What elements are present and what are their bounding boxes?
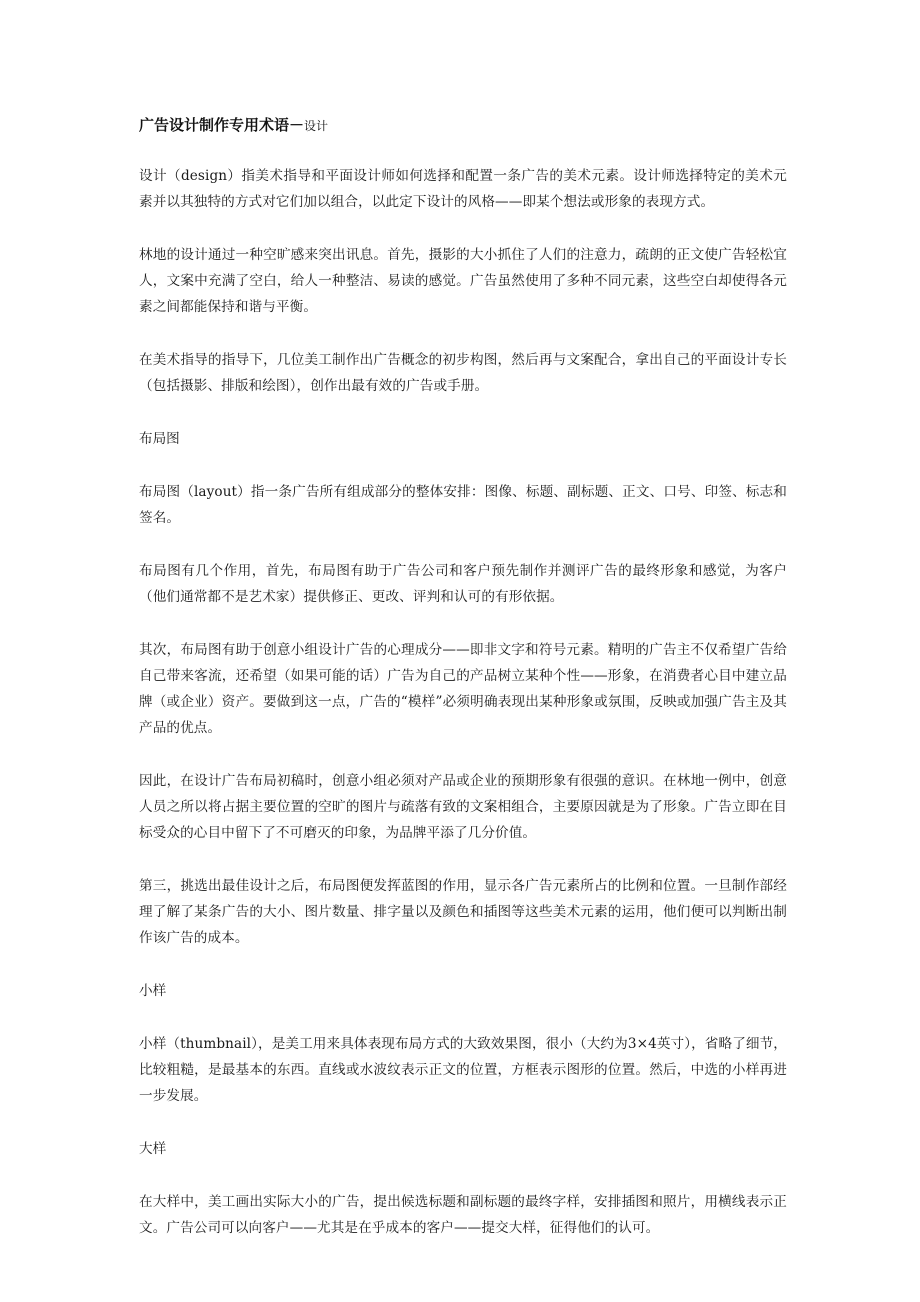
page-title-suffix: 设计 [304,119,329,133]
page-title-main: 广告设计制作专用术语－ [139,116,305,134]
document-page [139,112,787,1268]
paragraph-woodland-design: 林地的设计通过一种空旷感来突出讯息。首先，摄影的大小抓住了人们的注意力，疏朗的正文使广告轻松宜人，文案中充满了空白，给人一种整洁、易读的感觉。广告虽然使用了多种不同元素，这些空白却使得各元素之间都能保持和谐与平衡。 [139,247,787,315]
section-heading-rough: 大样 [139,1141,167,1157]
paragraph-layout-definition: 布局图（layout）指一条广告所有组成部分的整体安排：图像、标题、副标题、正文、口号、印签、标志和签名。 [139,484,787,526]
section-heading-thumbnail: 小样 [139,983,167,999]
paragraph-art-direction: 在美术指导的指导下，几位美工制作出广告概念的初步构图，然后再与文案配合，拿出自己的平面设计专长（包括摄影、排版和绘图），创作出最有效的广告或手册。 [139,352,787,394]
paragraph-layout-image: 因此，在设计广告布局初稿时，创意小组必须对产品或企业的预期形象有很强的意识。在林地一例中，创意人员之所以将占据主要位置的空旷的图片与疏落有致的文案相组合，主要原因就是为了形象。广告立即在目标受众的心目中留下了不可磨灭的印象，为品牌平添了几分价值。 [139,773,787,841]
paragraph-thumbnail: 小样（thumbnail），是美工用来具体表现布局方式的大致效果图，很小（大约为3×4英寸），省略了细节，比较粗糙，是最基本的东西。直线或水波纹表示正文的位置，方框表示图形的位置。然后，中选的小样再进一步发展。 [139,1036,787,1104]
section-heading-layout: 布局图 [139,431,180,447]
paragraph-rough: 在大样中，美工画出实际大小的广告，提出候选标题和副标题的最终字样，安排插图和照片，用横线表示正文。广告公司可以向客户——尤其是在乎成本的客户——提交大样，征得他们的认可。 [139,1194,787,1236]
paragraph-layout-purpose-2: 其次，布局图有助于创意小组设计广告的心理成分——即非文字和符号元素。精明的广告主不仅希望广告给自己带来客流，还希望（如果可能的话）广告为自己的产品树立某种个性——形象，在消费者心目中建立品牌（或企业）资产。要做到这一点，广告的“模样”必须明确表现出某种形象或氛围，反映或加强广告主及其产品的优点。 [139,642,787,736]
paragraph-layout-purpose-1: 布局图有几个作用，首先，布局图有助于广告公司和客户预先制作并测评广告的最终形象和感觉，为客户（他们通常都不是艺术家）提供修正、更改、评判和认可的有形依据。 [139,563,787,605]
page-title [139,112,787,139]
paragraph-design-definition: 设计（design）指美术指导和平面设计师如何选择和配置一条广告的美术元素。设计师选择特定的美术元素并以其独特的方式对它们加以组合，以此定下设计的风格——即某个想法或形象的表现方式。 [139,168,787,210]
paragraph-layout-purpose-3: 第三，挑选出最佳设计之后，布局图便发挥蓝图的作用，显示各广告元素所占的比例和位置。一旦制作部经理了解了某条广告的大小、图片数量、排字量以及颜色和插图等这些美术元素的运用，他们便可以判断出制作该广告的成本。 [139,878,787,946]
